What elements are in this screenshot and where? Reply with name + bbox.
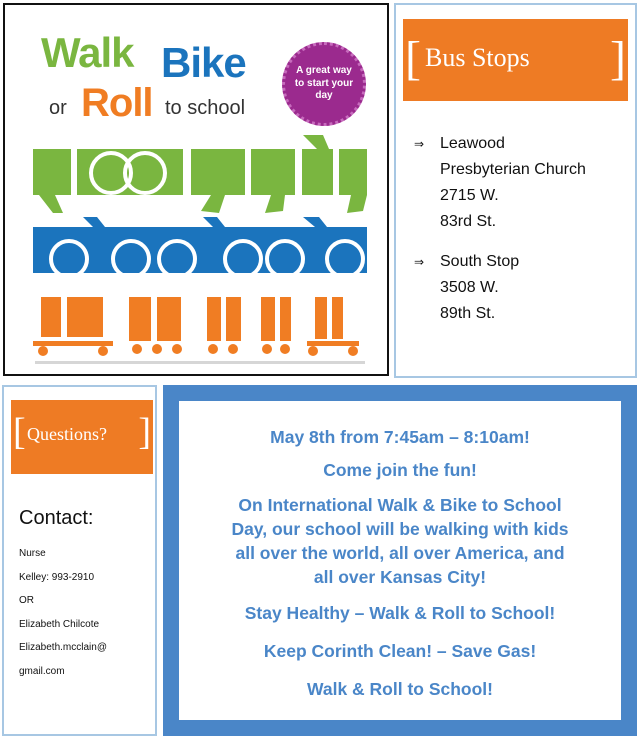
walking-silhouettes-icon	[33, 135, 367, 213]
bus-stop-line: 2715 W.	[440, 187, 499, 204]
poster-title-roll: Roll	[81, 81, 153, 125]
bus-stop-line: 83rd St.	[440, 213, 497, 230]
questions-panel	[2, 385, 157, 736]
announcement-line: Day, our school will be walking with kids	[231, 519, 569, 539]
bracket-right-icon: ]	[138, 411, 151, 453]
bracket-left-icon: [	[405, 32, 421, 85]
contact-line: OR	[19, 595, 34, 606]
announcement-line: Stay Healthy – Walk & Roll to School!	[244, 603, 556, 623]
bus-stops-header	[403, 19, 628, 101]
announcement-date: May 8th from 7:45am – 8:10am!	[270, 427, 530, 447]
bus-stops-title: Bus Stops	[425, 43, 530, 72]
poster-badge-text: A great way to start your day	[294, 65, 354, 102]
bus-stop-list	[414, 131, 586, 341]
poster-credit-line	[35, 361, 365, 364]
bracket-right-icon: ]	[610, 32, 626, 85]
poster-badge	[282, 42, 366, 126]
contact-details	[19, 542, 107, 683]
contact-line: Elizabeth.mcclain@	[19, 642, 107, 653]
contact-line: Nurse	[19, 548, 46, 559]
walk-bike-roll-poster	[3, 3, 389, 376]
poster-title-bike: Bike	[161, 39, 246, 86]
poster-title-school: to school	[165, 97, 246, 119]
bus-stop-line: 89th St.	[440, 305, 496, 322]
bus-stop-line: South Stop	[440, 253, 520, 270]
bracket-left-icon: [	[13, 411, 26, 453]
bicycle-silhouettes-icon	[33, 217, 367, 289]
announcement-line: Walk & Roll to School!	[306, 679, 493, 699]
bus-stop-line: 3508 W.	[440, 279, 499, 296]
announcement-panel	[163, 385, 637, 736]
poster-title-or: or	[49, 97, 67, 119]
announcement-line: Keep Corinth Clean! – Save Gas!	[263, 641, 537, 661]
questions-header	[11, 400, 153, 474]
announcement-content	[179, 401, 621, 720]
poster-title-walk: Walk	[41, 29, 134, 76]
bus-stop-item	[414, 249, 586, 327]
bus-stop-item	[414, 131, 586, 235]
announcement-line: all over the world, all over America, and	[235, 543, 565, 563]
scooter-skate-silhouettes-icon	[33, 293, 367, 359]
announcement-line: all over Kansas City!	[313, 567, 487, 587]
arrow-bullet-icon: ⇒	[414, 255, 425, 269]
arrow-bullet-icon: ⇒	[414, 137, 425, 151]
bus-stop-line: Presbyterian Church	[440, 161, 586, 178]
bus-stops-panel	[394, 3, 637, 378]
contact-line: gmail.com	[19, 665, 65, 677]
contact-line: Kelley: 993-2910	[19, 571, 95, 583]
bus-stop-line: Leawood	[440, 135, 505, 152]
contact-heading: Contact:	[19, 507, 94, 529]
announcement-line: On International Walk & Bike to School	[238, 495, 562, 515]
contact-line: Elizabeth Chilcote	[19, 618, 100, 630]
announcement-line: Come join the fun!	[323, 460, 477, 480]
questions-title: Questions?	[27, 424, 107, 444]
